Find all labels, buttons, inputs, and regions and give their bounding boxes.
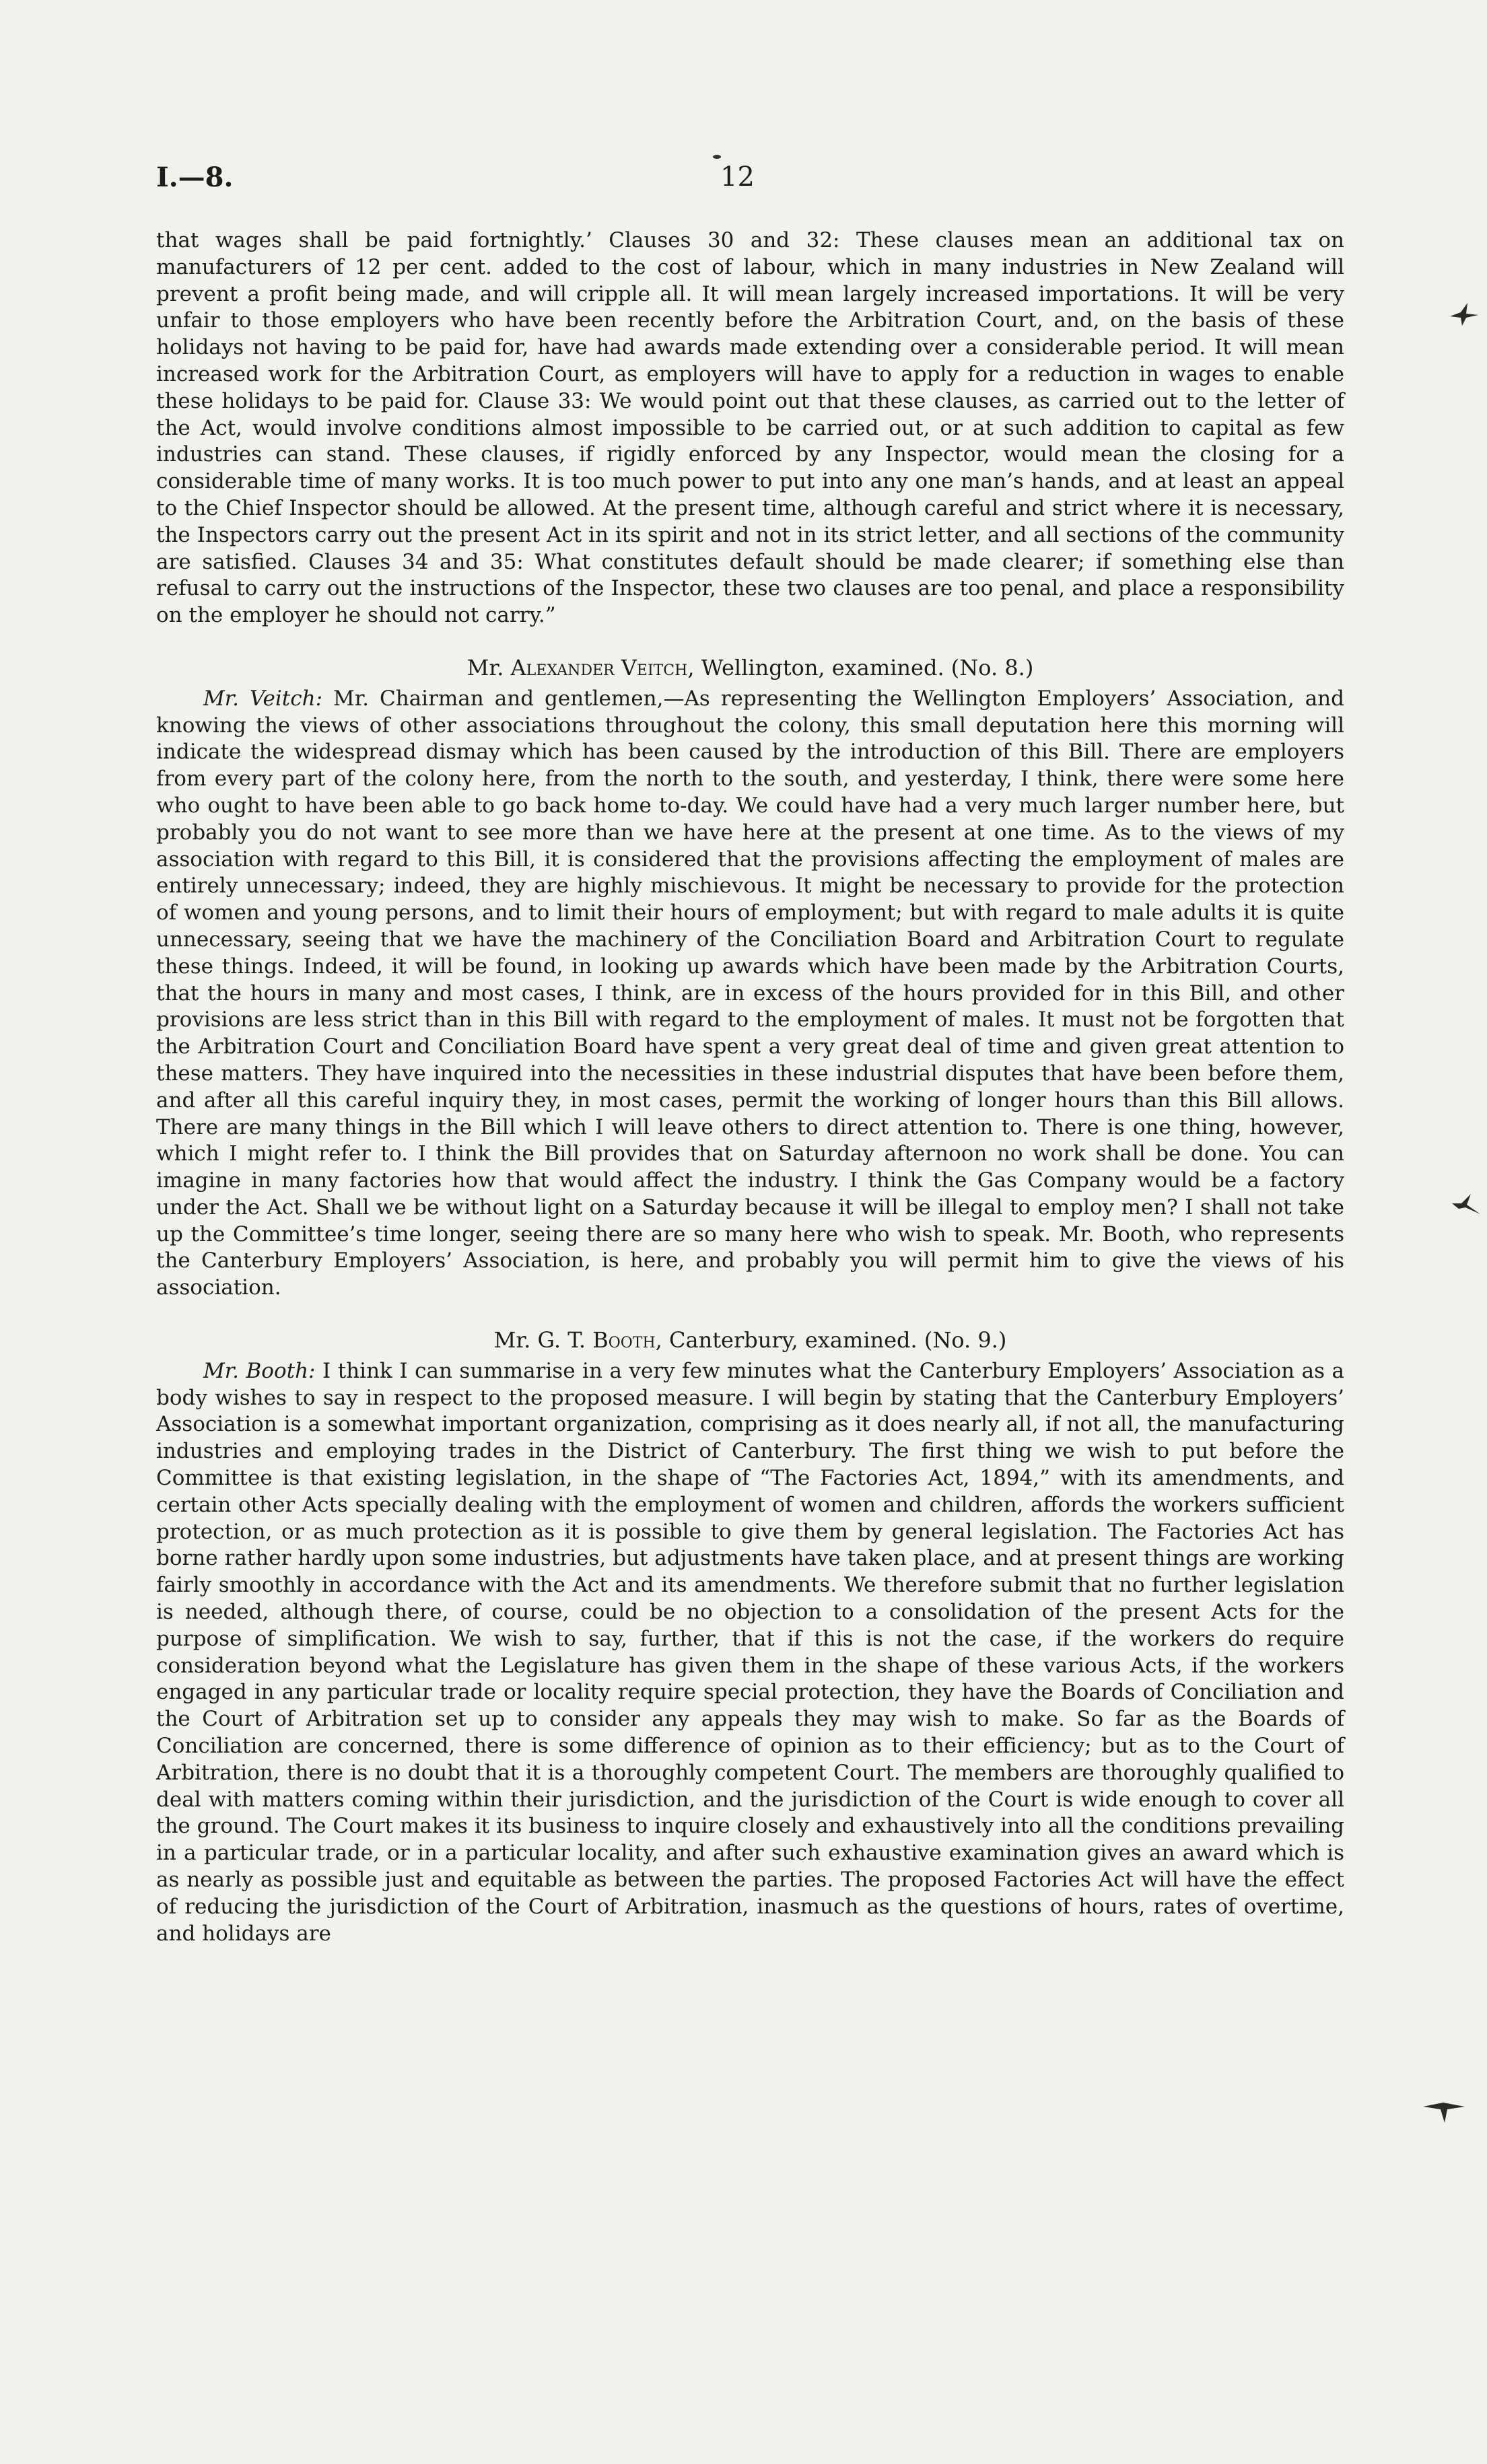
testimony-booth: Mr. Booth: I think I can summarise in a very few minutes what the Canterbury Employers’ Association as a body wishes to say in respect to the proposed measure. I will begin by stating that the Canterbury Employers’ Association is a somewhat important organization, comprising as it does nearly all, if not all, the manufacturing industries and employing trades in the District of Canterbury. The first thing we wish to put before the Committee is that existing legislation, in the shape of “The Factories Act, 1894,” with its amendments, and certain other Acts specially dealing with the employment of women and children, affords the workers sufficient protection, or as much protection as it is possible to give them by general legislation. The Factories Act has borne rather hardly upon some industries, but adjustments have taken place, and at present things are working fairly smoothly in accordance with the Act and its amendments. We therefore submit that no further legislation is needed, although there, of course, could be no objection to a consolidation of the present Acts for the purpose of simplification. We wish to say, further, that if this is not the case, if the workers do require consideration beyond what the Legislature has given them in the shape of these various Acts, if the workers engaged in any particular trade or locality require special protection, they have the Boards of Conciliation and the Court of Arbitration set up to consider any appeals they may wish to make. So far as the Boards of Conciliation are concerned, there is some difference of opinion as to their efficiency; but as to the Court of Arbitration, there is no doubt that it is a thoroughly competent Court. The members are thoroughly qualified to deal with matters coming within their jurisdiction, and the jurisdiction of the Court is wide enough to cover all the ground. The Court makes it its business to inquire closely and exhaustively into all the conditions prevailing in a particular trade, or in a particular locality, and after such exhaustive examination gives an award which is as nearly as possible just and equitable as between the parties. The proposed Factories Act will have the effect of reducing the jurisdiction of the Court of Arbitration, inasmuch as the questions of hours, rates of overtime, and holidays are bbox=[156, 1358, 1344, 1946]
speaker-label: Mr. Booth: bbox=[203, 1358, 316, 1383]
margin-bird-icon bbox=[1420, 2093, 1467, 2127]
testimony-veitch: Mr. Veitch: Mr. Chairman and gentlemen,—As representing the Wellington Employers’ Association, and knowing the views of other associations throughout the colony, this small deputation here this morning will indicate the widespread dismay which has been caused by the introduction of this Bill. There are employers from every part of the colony here, from the north to the south, and yesterday, I think, there were some here who ought to have been able to go back home to-day. We could have had a very much larger number here, but probably you do not want to see more than we have here at the present at one time. As to the views of my association with regard to this Bill, it is considered that the provisions affecting the employment of males are entirely unnecessary; indeed, they are highly mischievous. It might be necessary to provide for the protection of women and young persons, and to limit their hours of employment; but with regard to male adults it is quite unnecessary, seeing that we have the machinery of the Conciliation Board and Arbitration Court to regulate these things. Indeed, it will be found, in looking up awards which have been made by the Arbitration Courts, that the hours in many and most cases, I think, are in excess of the hours provided for in this Bill, and other provisions are less strict than in this Bill with regard to the employment of males. It must not be forgotten that the Arbitration Court and Conciliation Board have spent a very great deal of time and given great attention to these matters. They have inquired into the necessities in these industrial disputes that have been before them, and after all this careful inquiry they, in most cases, permit the working of longer hours than this Bill allows. There are many things in the Bill which I will leave others to direct attention to. There is one thing, however, which I might refer to. I think the Bill provides that on Saturday afternoon no work shall be done. You can imagine in many factories how that would affect the industry. I think the Gas Company would be a factory under the Act. Shall we be without light on a Saturday because it will be illegal to employ men? I shall not take up the Committee’s time longer, seeing there are so many here who wish to speak. Mr. Booth, who represents the Canterbury Employers’ Association, is here, and probably you will permit him to give the views of his association. bbox=[156, 686, 1344, 1300]
continuation-paragraph: that wages shall be paid fortnightly.’ Clauses 30 and 32: These clauses mean an additional tax on manufacturers of 12 per cent. added to the cost of labour, which in many industries in New Zealand will prevent a profit being made, and will cripple all. It will mean largely increased importations. It will be very unfair to those employers who have been recently before the Arbitration Court, and, on the basis of these holidays not having to be paid for, have had awards made extending over a considerable period. It will mean increased work for the Arbitration Court, as employers will have to apply for a reduction in wages to enable these holidays to be paid for. Clause 33: We would point out that these clauses, as carried out to the letter of the Act, would involve conditions almost impossible to be carried out, or at such addition to capital as few industries can stand. These clauses, if rigidly enforced by any Inspector, would mean the closing for a considerable time of many works. It is too much power to put into any one man’s hands, and at least an appeal to the Chief Inspector should be allowed. At the present time, although careful and strict where it is necessary, the Inspectors carry out the present Act in its spirit and not in its strict letter, and all sections of the community are satisfied. Clauses 34 and 35: What constitutes default should be made clearer; if something else than refusal to carry out the instructions of the Inspector, these two clauses are too penal, and place a responsibility on the employer he should not carry.” bbox=[156, 228, 1344, 628]
witness-name: Booth bbox=[592, 1327, 656, 1353]
body-text bbox=[156, 227, 1344, 1947]
page-number: 12 bbox=[720, 162, 755, 192]
printer-mark-icon bbox=[712, 153, 722, 160]
margin-bird-icon bbox=[1447, 296, 1481, 330]
witness-heading-veitch: Mr. Alexander Veitch, Wellington, examined. (No. 8.) bbox=[466, 654, 1034, 680]
page-header bbox=[156, 162, 1344, 202]
page-reference: I.—8. bbox=[156, 162, 234, 193]
witness-heading-booth: Mr. G. T. Booth, Canterbury, examined. (No. 9.) bbox=[493, 1327, 1007, 1353]
speaker-label: Mr. Veitch: bbox=[203, 686, 323, 711]
margin-bird-icon bbox=[1451, 1191, 1483, 1218]
witness-name: Alexander Veitch bbox=[510, 654, 688, 680]
